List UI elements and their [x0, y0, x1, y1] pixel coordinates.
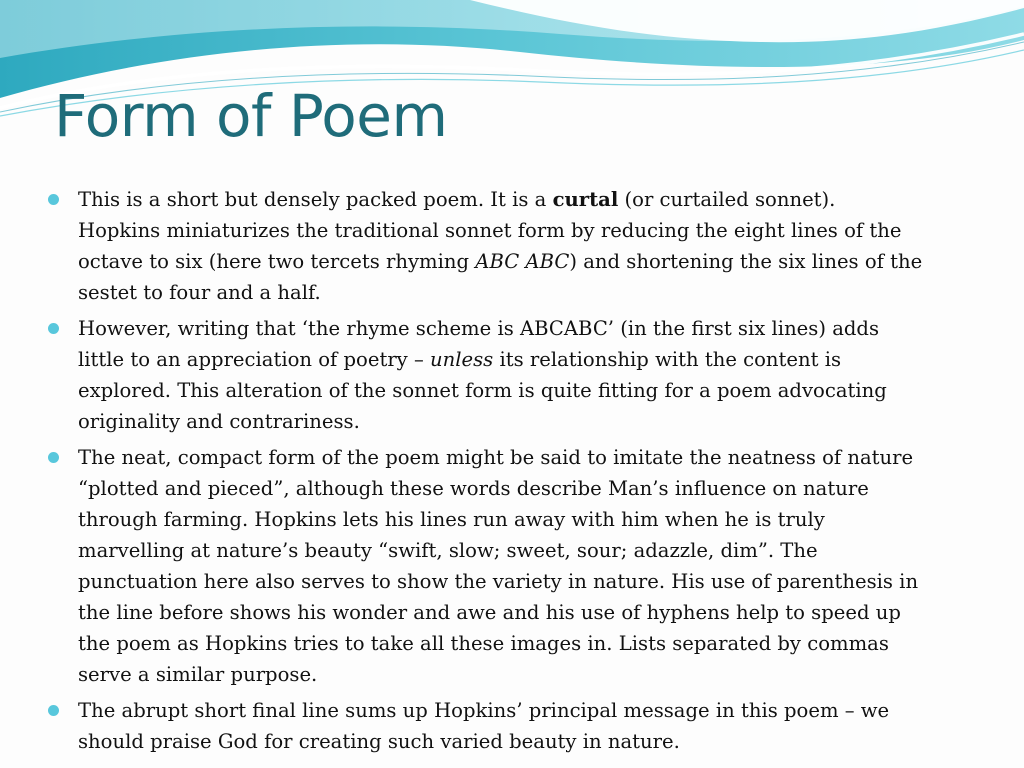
- text-segment: should praise God for creating such varied beauty in nature.: [78, 730, 680, 753]
- text-line: [78, 344, 1008, 375]
- bullet-dot-icon: [48, 452, 59, 463]
- text-line: [78, 215, 1008, 246]
- text-segment: punctuation here also serves to show the variety in nature. His use of parenthesis in: [78, 570, 919, 593]
- text-segment: its relationship with the content is: [493, 348, 842, 371]
- text-segment: ) and shortening the six lines of the: [569, 250, 923, 273]
- text-line: [78, 504, 1008, 535]
- bullet-dot-icon: [48, 323, 59, 334]
- text-line: [78, 566, 1008, 597]
- text-segment: (or curtailed sonnet).: [618, 188, 836, 211]
- bullet-dot-icon: [48, 194, 59, 205]
- text-segment: This is a short but densely packed poem. It is a: [78, 188, 553, 211]
- text-segment: originality and contrariness.: [78, 410, 360, 433]
- italic-term: ABC ABC: [475, 250, 570, 273]
- bullet-text: [78, 313, 1008, 437]
- bullet-text: [78, 442, 1008, 690]
- bullet-item: [0, 313, 1024, 437]
- text-segment: through farming. Hopkins lets his lines run away with him when he is truly: [78, 508, 825, 531]
- text-line: [78, 535, 1008, 566]
- text-line: [78, 628, 1008, 659]
- text-line: [78, 726, 1008, 757]
- text-segment: octave to six (here two tercets rhyming: [78, 250, 476, 273]
- bullet-text: [78, 184, 1008, 308]
- bold-term: curtal: [552, 188, 619, 211]
- bullet-dot-icon: [48, 705, 59, 716]
- text-line: [78, 246, 1008, 277]
- text-line: [78, 442, 1008, 473]
- text-segment: explored. This alteration of the sonnet form is quite fitting for a poem advocating: [78, 379, 887, 402]
- text-segment: However, writing that ‘the rhyme scheme is ABCABC’ (in the first six lines) adds: [78, 317, 880, 340]
- text-line: [78, 277, 1008, 308]
- text-segment: The neat, compact form of the poem might be said to imitate the neatness of nature: [78, 446, 914, 469]
- text-segment: marvelling at nature’s beauty “swift, slow; sweet, sour; adazzle, dim”. The: [78, 539, 818, 562]
- bullet-list: [0, 184, 1024, 762]
- text-line: [78, 375, 1008, 406]
- text-line: [78, 406, 1008, 437]
- text-segment: “plotted and pieced”, although these words describe Man’s influence on nature: [78, 477, 869, 500]
- bullet-text: [78, 695, 1008, 757]
- italic-term: unless: [430, 348, 494, 371]
- bullet-item: [0, 442, 1024, 690]
- text-line: [78, 597, 1008, 628]
- text-segment: serve a similar purpose.: [78, 663, 318, 686]
- text-segment: the line before shows his wonder and awe and his use of hyphens help to speed up: [78, 601, 901, 624]
- text-segment: Hopkins miniaturizes the traditional sonnet form by reducing the eight lines of the: [78, 219, 902, 242]
- text-segment: The abrupt short final line sums up Hopkins’ principal message in this poem – we: [78, 699, 890, 722]
- text-line: [78, 695, 1008, 726]
- bullet-item: [0, 184, 1024, 308]
- text-segment: the poem as Hopkins tries to take all these images in. Lists separated by commas: [78, 632, 889, 655]
- text-line: [78, 473, 1008, 504]
- text-segment: little to an appreciation of poetry –: [78, 348, 431, 371]
- bullet-item: [0, 695, 1024, 757]
- text-segment: sestet to four and a half.: [78, 281, 321, 304]
- text-line: [78, 184, 1008, 215]
- slide-title: Form of Poem: [54, 82, 448, 150]
- text-line: [78, 313, 1008, 344]
- text-line: [78, 659, 1008, 690]
